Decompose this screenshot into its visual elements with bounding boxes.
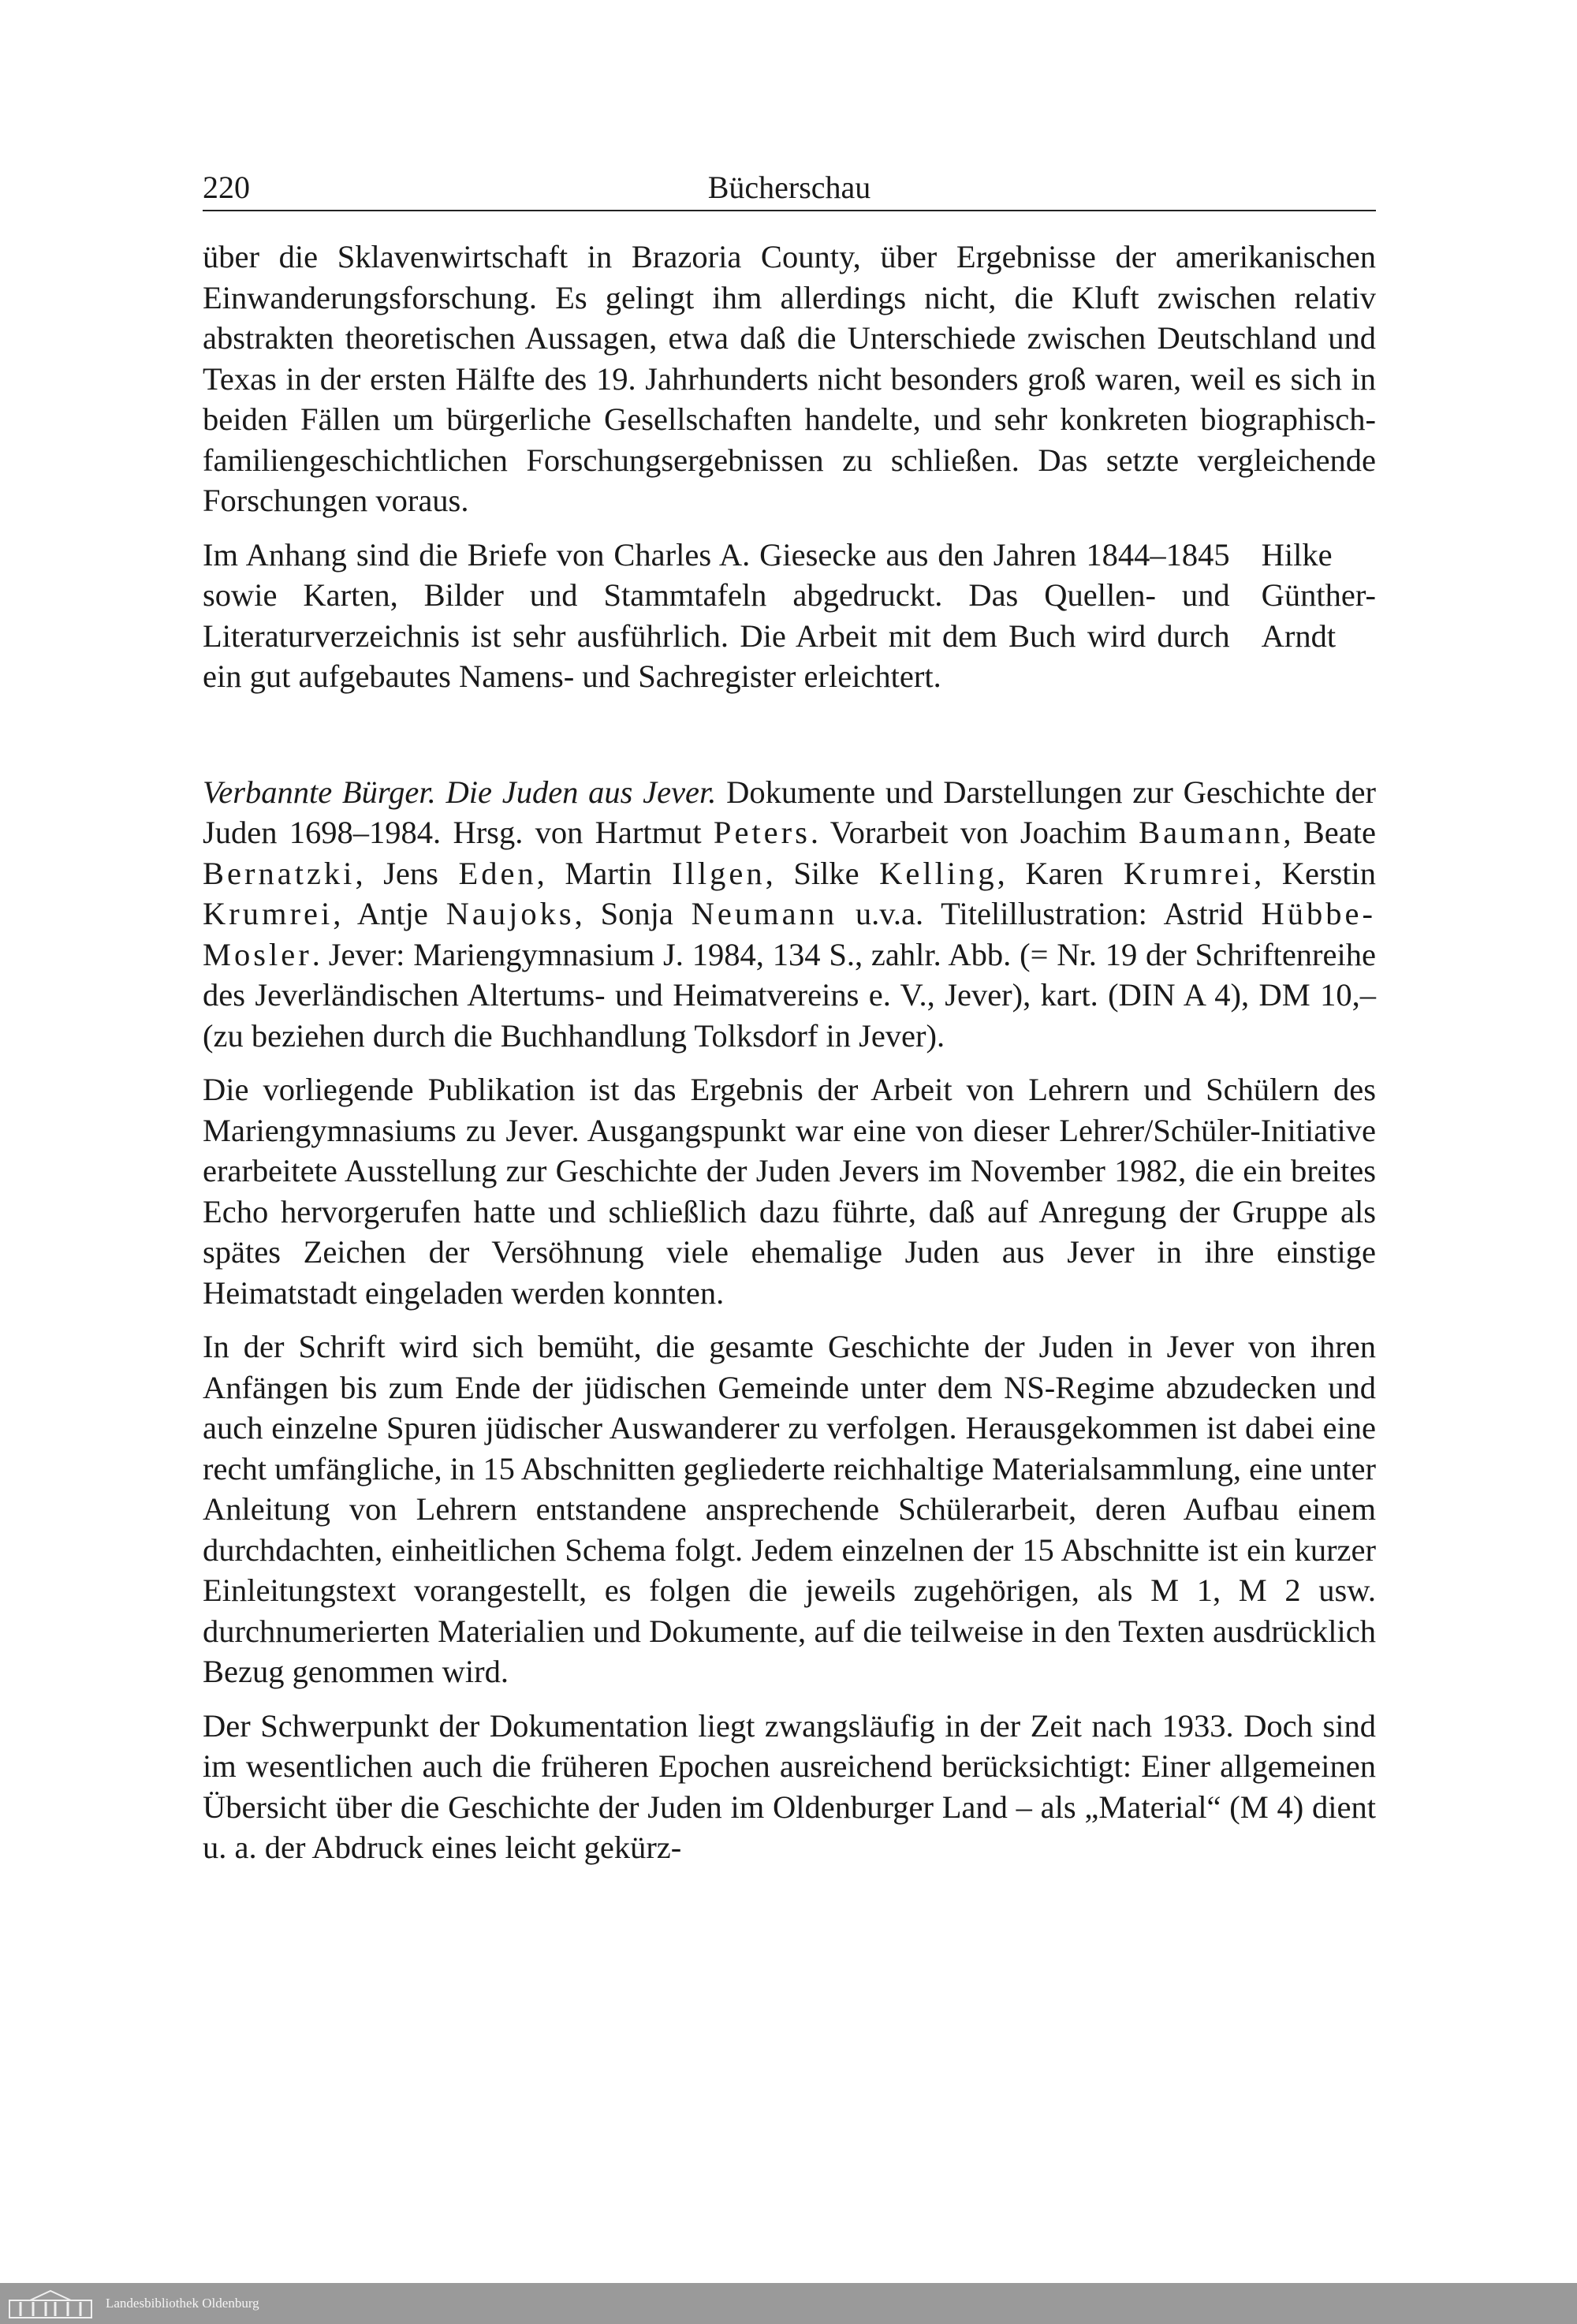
paragraph: In der Schrift wird sich bemüht, die gesamte Geschichte der Juden in Jever von ihren Anfängen bis zum Ende der jüdischen Gemeinde unter dem NS-Regime abzudecken und auch einzelne Spuren jüdischer Auswanderer zu verfolgen. Herausgekommen ist dabei eine recht umfängliche, in 15 Abschnitten gegliederte reichhaltige Materialsammlung, eine unter Anleitung von Lehrern entstandene ansprechende Schülerarbeit, deren Aufbau einem durchdachten, einheitlichen Schema folgt. Jedem einzelnen der 15 Abschnitte ist ein kurzer Einleitungstext vorangestellt, es folgen die jeweils zugehörigen, als M 1, M 2 usw. durchnumerierten Materialien und Dokumente, auf die teilweise in den Texten ausdrücklich Bezug genommen wird. xyxy=(203,1329,1376,1689)
author-name: Kelling xyxy=(879,855,997,891)
paragraph-text: Im Anhang sind die Briefe von Charles A. Giesecke aus den Jahren 1844–1845 sowie Karten, Bilder und Stammtafeln abgedruckt. Das Quellen- und Literaturverzeichnis ist sehr ausführlich. Die Arbeit mit dem Buch wird durch ein gut aufgebautes Namens- und Sachregister erleichtert. xyxy=(203,536,1230,694)
entry-text: . Vorarbeit von Joachim xyxy=(810,815,1139,850)
author-name: Hübbe-Mosler xyxy=(203,896,1376,972)
book-entry xyxy=(203,772,1376,1057)
page-content xyxy=(203,237,1376,1882)
library-building-icon xyxy=(6,2288,95,2319)
paragraph: über die Sklavenwirtschaft in Brazoria County, über Ergebnisse der amerikanischen Einwanderungsforschung. Es gelingt ihm allerdings nicht, die Kluft zwischen relativ abstrakten theoretischen Aussagen, etwa daß die Unterschiede zwischen Deutschland und Texas in der ersten Hälfte des 19. Jahrhunderts nicht besonders groß waren, weil es sich in beiden Fällen um bürgerliche Gesellschaften handelte, und sehr konkreten biographisch-familiengeschichtlichen Forschungsergebnissen zu schließen. Das setzte vergleichende Forschungen voraus. xyxy=(203,239,1376,518)
paragraph-with-signature xyxy=(203,535,1376,697)
library-name: Landesbibliothek Oldenburg xyxy=(106,2296,259,2311)
author-name: Peters xyxy=(713,815,811,850)
entry-text: , Kerstin xyxy=(1254,855,1377,891)
entry-text: u.v.a. Titelillustration: Astrid xyxy=(837,896,1262,931)
entry-text: , Martin xyxy=(536,855,673,891)
entry-text: , Jens xyxy=(355,855,459,891)
author-name: Naujoks xyxy=(446,896,575,931)
page-header xyxy=(203,164,1376,211)
paragraph: Die vorliegende Publikation ist das Ergebnis der Arbeit von Lehrern und Schülern des Mariengymnasiums zu Jever. Ausgangspunkt war eine von dieser Lehrer/Schüler-Initiative erarbeitete Ausstellung zur Geschichte der Juden Jevers im November 1982, die ein breites Echo hervorgerufen hatte und schließlich dazu führte, daß auf Anregung der Gruppe als spätes Zeichen der Versöhnung viele ehemalige Juden aus Jever in ihre einstige Heimatstadt eingeladen werden konnten. xyxy=(203,1072,1376,1311)
entry-text: , Beate xyxy=(1283,815,1376,850)
entry-text: . Jever: Mariengymnasium J. 1984, 134 S., zahlr. Abb. (= Nr. 19 der Schriftenreihe des Jeverländischen Altertums- und Heimatvereins e. V., Jever), kart. (DIN A 4), DM 10,– (zu beziehen durch die Buchhandlung Tolksdorf in Jever). xyxy=(203,936,1376,1054)
running-title: Bücherschau xyxy=(707,170,871,205)
author-name: Krumrei xyxy=(1123,855,1255,891)
entry-text: Dokumente und Darstellungen zur Geschichte der Juden 1698–1984. Hrsg. von Hartmut xyxy=(203,774,1376,850)
entry-text: , Sonja xyxy=(574,896,692,931)
author-name: Neumann xyxy=(691,896,838,931)
entry-text: , Silke xyxy=(765,855,880,891)
author-name: Baumann xyxy=(1139,815,1284,850)
book-title: Verbannte Bürger. Die Juden aus Jever. xyxy=(203,774,717,810)
entry-text: , Karen xyxy=(997,855,1124,891)
page-number: 220 xyxy=(203,170,250,205)
library-footer-bar xyxy=(0,2283,1577,2324)
entry-text: , Antje xyxy=(333,896,446,931)
paragraph: Der Schwerpunkt der Dokumentation liegt zwangsläufig in der Zeit nach 1933. Doch sind im wesentlichen auch die früheren Epochen ausreichend berücksichtigt: Einer allgemeinen Übersicht über die Geschichte der Juden im Oldenburger Land – als „Material“ (M 4) dient u. a. der Abdruck eines leicht gekürz- xyxy=(203,1707,1376,1865)
review-signature: Hilke Günther-Arndt xyxy=(1261,536,1376,654)
author-name: Bernatzki xyxy=(203,855,356,891)
author-name: Krumrei xyxy=(203,896,334,931)
author-name: Illgen xyxy=(672,855,766,891)
author-name: Eden xyxy=(458,855,537,891)
